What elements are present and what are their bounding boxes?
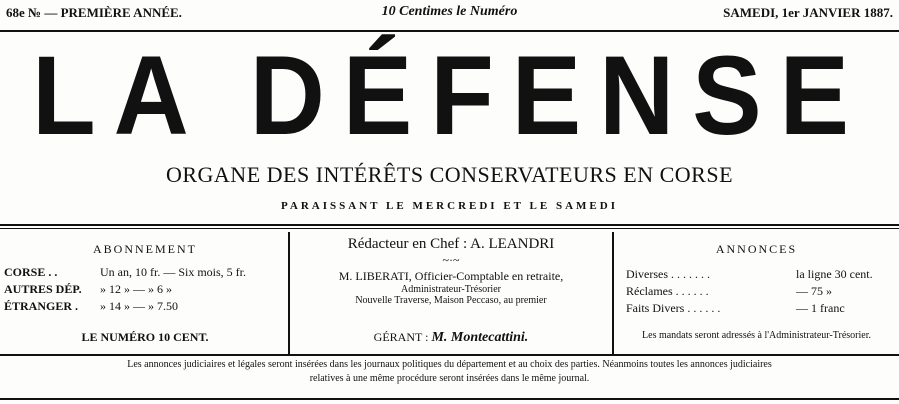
rate-row xyxy=(4,299,286,316)
section-rule-top-thin xyxy=(0,228,899,229)
issue-number: 68e № — PREMIÈRE ANNÉE. xyxy=(6,5,182,20)
rate-label: AUTRES DÉP. xyxy=(4,282,82,296)
legal-notice-line: Les annonces judiciaires et légales seront insérées dans les journaux politiques du département et au choix des parties. Néanmoins toutes les annonces judiciaires xyxy=(127,359,772,370)
ad-rate-label: Faits Divers . . . . . . xyxy=(626,301,721,315)
legal-notice xyxy=(0,358,899,386)
issue-date: SAMEDI, 1er JANVIER 1887. xyxy=(723,5,893,20)
advertising-rates xyxy=(616,267,897,318)
rate-label: ÉTRANGER . xyxy=(4,299,79,313)
office-address: Nouvelle Traverse, Maison Peccaso, au premier xyxy=(355,295,547,306)
treasurer-name: M. LIBERATI, Officier-Comptable en retraite, xyxy=(338,269,564,283)
editor-in-chief: Rédacteur en Chef : A. LEANDRI xyxy=(347,236,555,252)
rate-value: Un an, 10 fr. — Six mois, 5 fr. xyxy=(100,265,246,279)
ad-rate-row xyxy=(626,301,897,318)
section-rule-top xyxy=(0,224,899,226)
rate-row xyxy=(4,265,286,282)
ad-rate-row xyxy=(626,284,897,301)
single-issue-price: LE NUMÉRO 10 CENT. xyxy=(81,330,209,344)
legal-notice-line: relatives à une même procédure seront insérées dans le même journal. xyxy=(309,373,590,384)
advertising-box xyxy=(616,232,897,352)
rate-label: CORSE . . xyxy=(4,265,58,279)
payment-note: Les mandats seront adressés à l'Administrateur-Trésorier. xyxy=(642,330,871,341)
ad-rate-value: la ligne 30 cent. xyxy=(796,267,873,281)
ad-rate-label: Diverses . . . . . . . xyxy=(626,267,710,281)
top-bar xyxy=(0,0,899,28)
publication-frequency: PARAISSANT LE MERCREDI ET LE SAMEDI xyxy=(281,200,618,212)
treasurer-role: Administrateur-Trésorier xyxy=(401,284,501,295)
manager-name: M. Montecattini. xyxy=(431,330,529,345)
ad-rate-row xyxy=(626,267,897,284)
rate-value: » 12 » — » 6 » xyxy=(100,282,172,296)
rate-row xyxy=(4,282,286,299)
masthead-title: LA DÉFENSE xyxy=(32,33,867,159)
subscription-box xyxy=(4,232,286,352)
rate-value: » 14 » — » 7.50 xyxy=(100,299,178,313)
ad-rate-label: Réclames . . . . . . xyxy=(626,284,709,298)
editorial-box xyxy=(292,232,610,352)
subscription-rates xyxy=(4,265,286,316)
section-rule-bottom xyxy=(0,354,899,356)
ornament: ~·~ xyxy=(442,253,460,267)
price-line: 10 Centimes le Numéro xyxy=(381,4,518,19)
column-divider xyxy=(288,232,290,354)
advertising-heading: ANNONCES xyxy=(715,242,798,256)
subscription-heading: ABONNEMENT xyxy=(93,242,197,256)
ad-rate-value: — 75 » xyxy=(796,284,832,298)
bottom-rule xyxy=(0,398,899,400)
column-divider xyxy=(612,232,614,354)
manager-line xyxy=(292,330,610,346)
ad-rate-value: — 1 franc xyxy=(796,301,845,315)
subtitle: ORGANE DES INTÉRÊTS CONSERVATEURS EN CORSE xyxy=(165,162,734,187)
manager-label: GÉRANT : xyxy=(373,330,429,344)
